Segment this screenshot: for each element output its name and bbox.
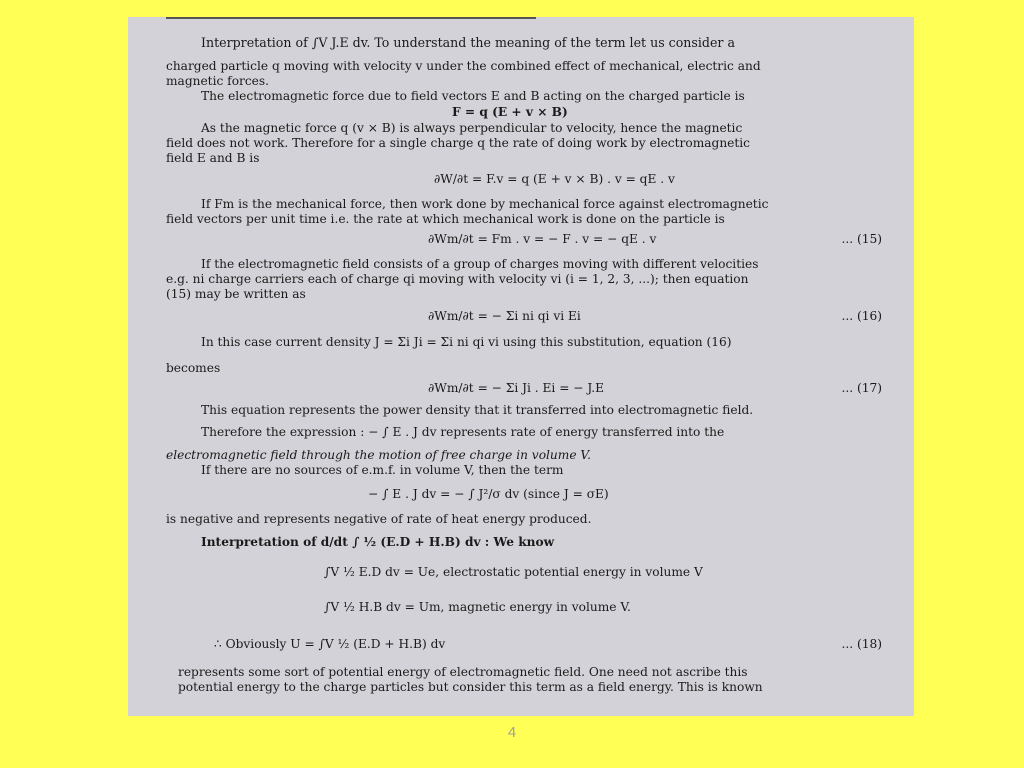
line-3: magnetic forces. [166,74,270,88]
line-8: field E and B is [166,151,260,165]
line-24: Therefore the expression : − ∫ E . J dv represents rate of energy transferred into the [201,425,725,439]
top-rule [166,17,536,19]
line-35: potential energy to the charge particles but consider this term as a field energy. This is known [178,680,763,694]
equation-work-rate: ∂W/∂t = F.v = q (E + v × B) . v = qE . v [434,172,675,186]
line-20: becomes [166,361,221,375]
line-19: In this case current density J = Σi Ji = Σi ni qi vi using this substitution, equation (16) [201,335,732,349]
line-7: field does not work. Therefore for a single charge q the rate of doing work by electromagnetic [166,136,751,150]
line-25: electromagnetic field through the motion of free charge in volume V. [166,448,591,462]
line-16: (15) may be written as [166,287,306,301]
equation-number-16: ... (16) [841,309,882,323]
equation-15: ∂Wm/∂t = Fm . v = − F . v = − qE . v [428,232,657,246]
line-28: is negative and represents negative of rate of heat energy produced. [166,512,592,526]
equation-16: ∂Wm/∂t = − Σi ni qi vi Ei [428,309,581,323]
line-4: The electromagnetic force due to field vectors E and B acting on the charged particle is [201,89,745,103]
equation-force: F = q (E + v × B) [452,105,568,119]
line-2: charged particle q moving with velocity v under the combined effect of mechanical, electric and [166,59,761,73]
equation-18: ∴ Obviously U = ∫V ½ (E.D + H.B) dv [214,637,446,651]
equation-um: ∫V ½ H.B dv = Um, magnetic energy in volume V. [324,600,631,614]
line-26: If there are no sources of e.m.f. in volume V, then the term [201,463,564,477]
equation-17: ∂Wm/∂t = − Σi Ji . Ei = − J.E [428,381,605,395]
line-14: If the electromagnetic field consists of a group of charges moving with different velocities [201,257,759,271]
equation-number-18: ... (18) [841,637,882,651]
line-23: This equation represents the power density that it transferred into electromagnetic field. [201,403,754,417]
line-6: As the magnetic force q (v × B) is always perpendicular to velocity, hence the magnetic [201,121,743,135]
line-29: Interpretation of d/dt ∫ ½ (E.D + H.B) dv : We know [201,535,555,549]
equation-heat: − ∫ E . J dv = − ∫ J²/σ dv (since J = σE) [368,487,609,501]
line-34: represents some sort of potential energy of electromagnetic field. One need not ascribe this [178,665,748,679]
line-10: If Fm is the mechanical force, then work done by mechanical force against electromagnetic [201,197,769,211]
line-15: e.g. ni charge carriers each of charge qi moving with velocity vi (i = 1, 2, 3, ...); then equation [166,272,749,286]
equation-number-15: ... (15) [841,232,882,246]
equation-ue: ∫V ½ E.D dv = Ue, electrostatic potential energy in volume V [324,565,703,579]
line-11: field vectors per unit time i.e. the rate at which mechanical work is done on the particle is [166,212,725,226]
line-1: Interpretation of ∫V J.E dv. To understand the meaning of the term let us consider a [201,35,735,50]
page-number: 4 [507,724,517,741]
equation-number-17: ... (17) [841,381,882,395]
scanned-page [128,17,914,716]
